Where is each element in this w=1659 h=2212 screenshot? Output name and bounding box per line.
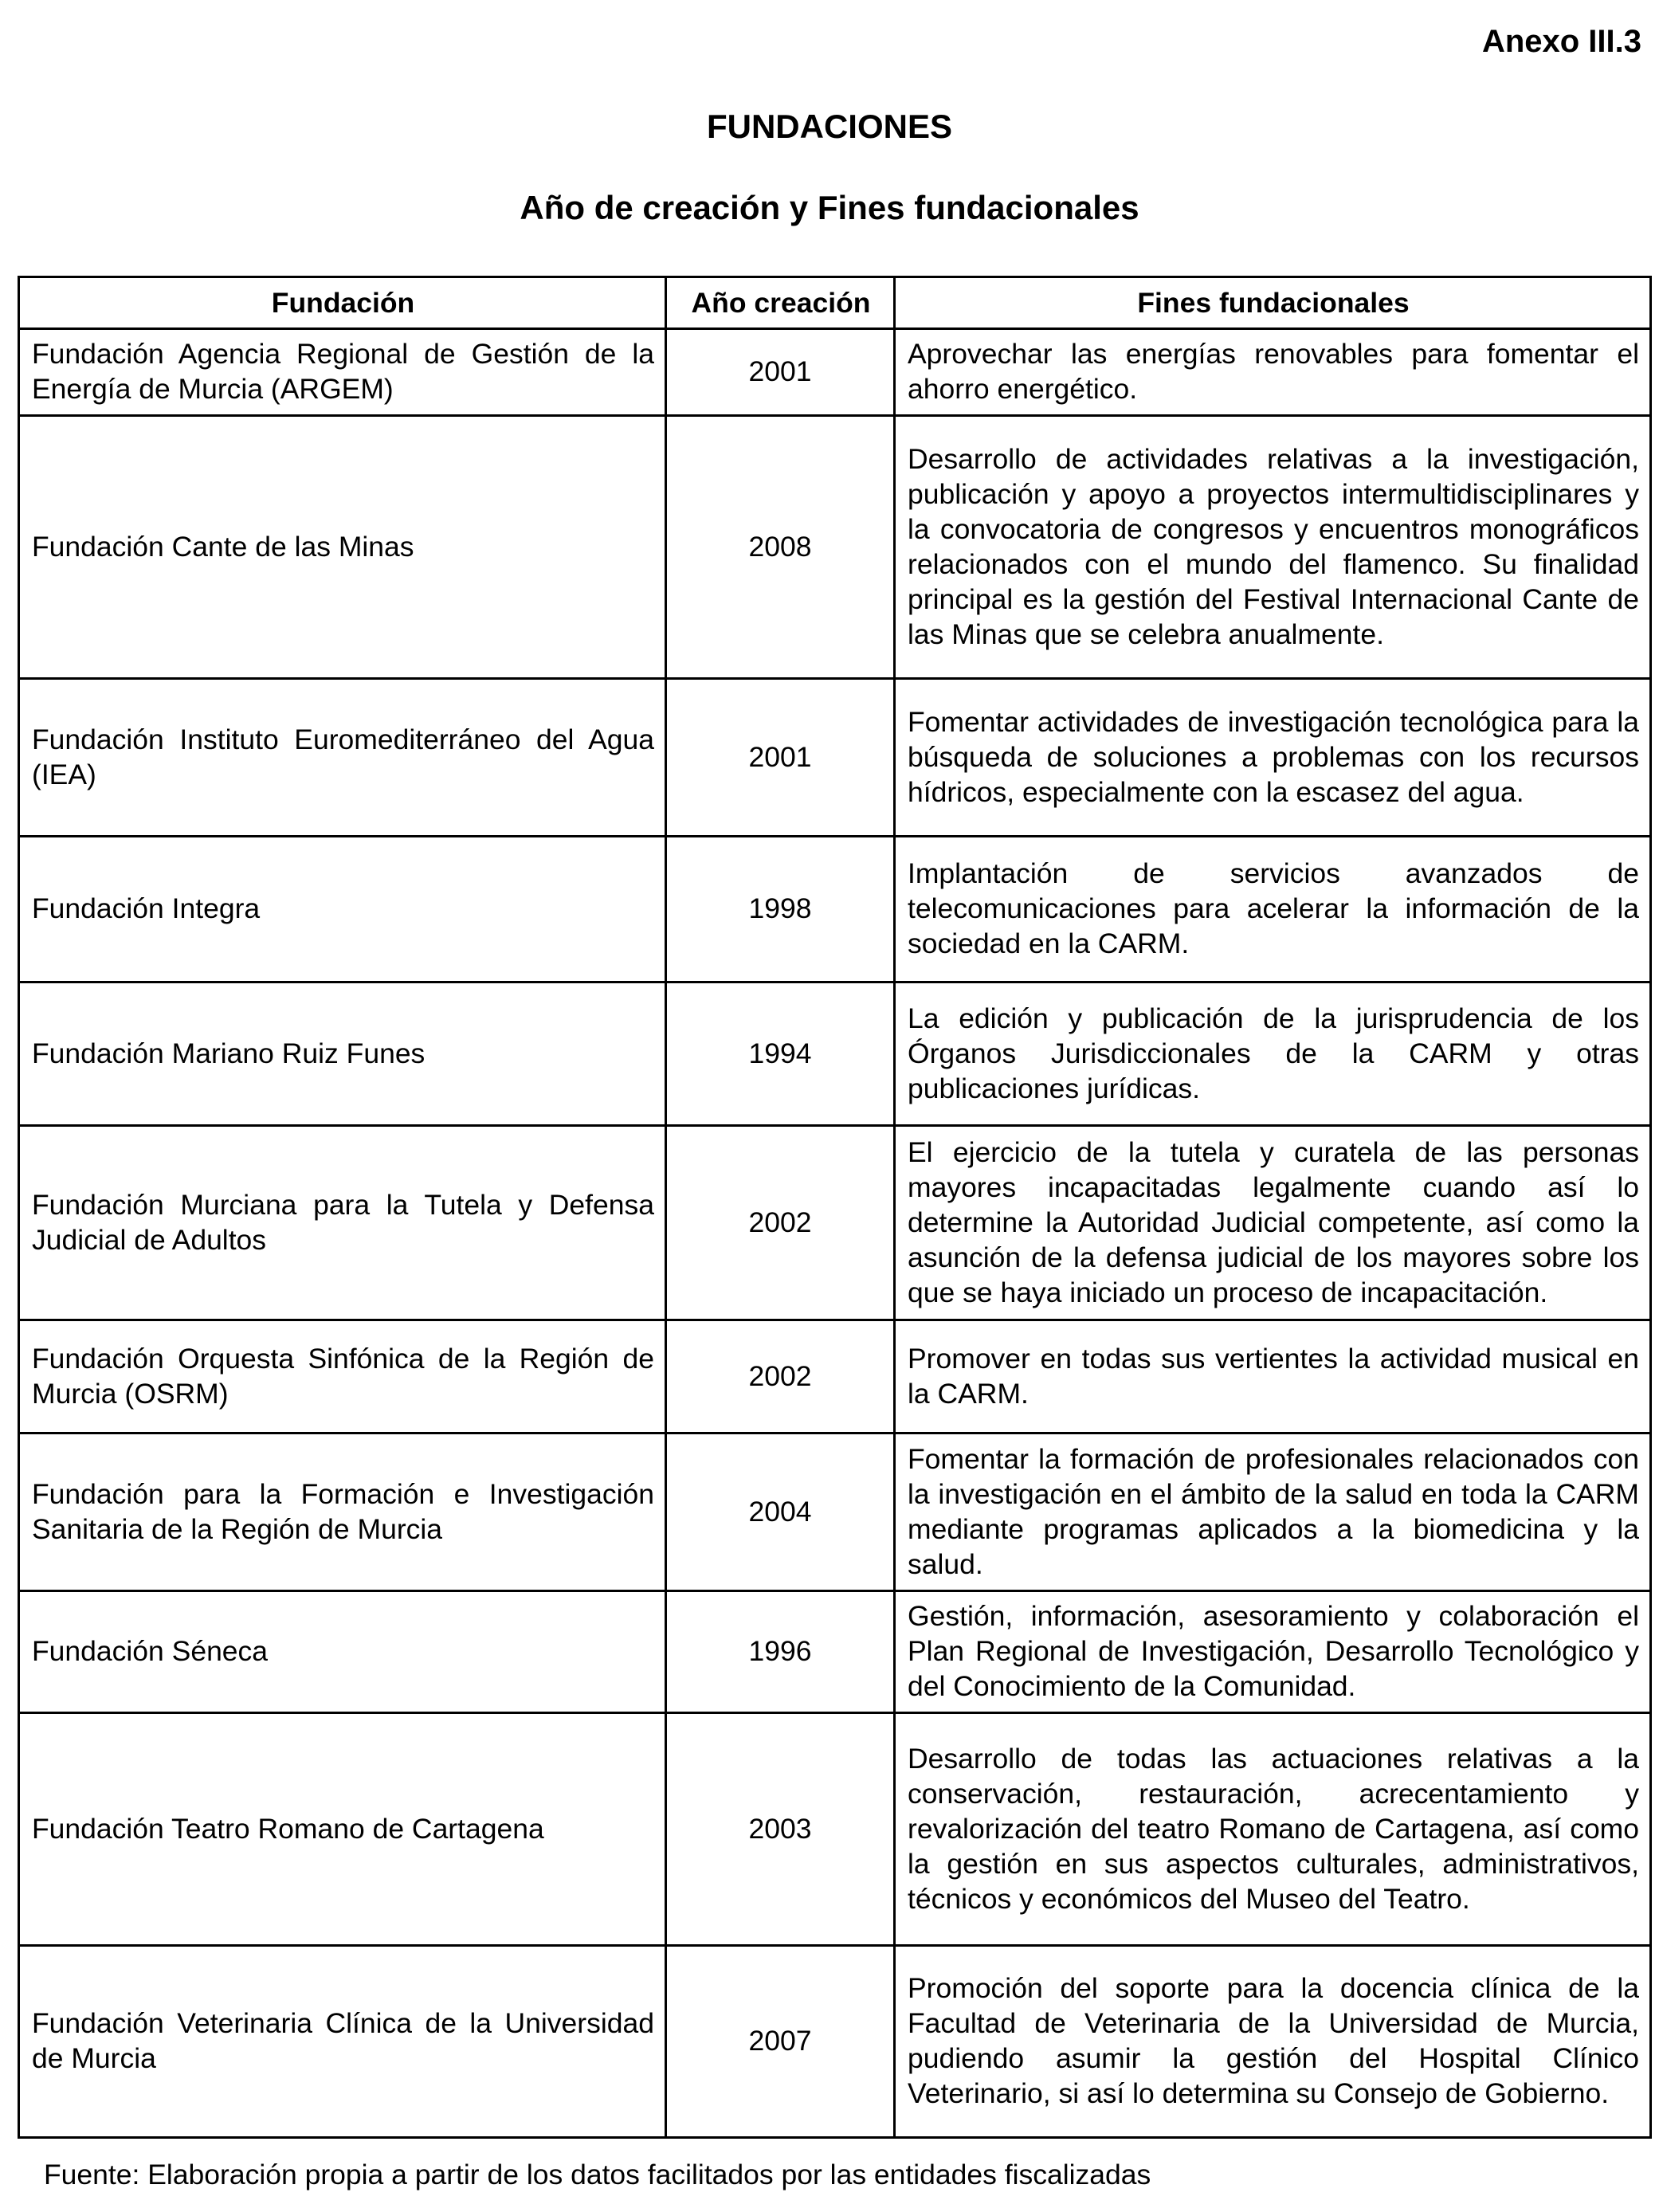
table-row <box>19 1713 1651 1946</box>
foundation-purpose: El ejercicio de la tutela y curatela de las personas mayores incapacitadas legalmente cuando así lo determine la Autoridad Judicial competente, así como la asunción de la defensa judicial de los mayores sobre los que se haya iniciado un proceso de incapacitación. <box>895 1126 1651 1320</box>
creation-year: 2008 <box>666 416 895 679</box>
table-header-row <box>19 277 1651 329</box>
table-row <box>19 679 1651 837</box>
header-purposes: Fines fundacionales <box>895 277 1651 329</box>
foundation-name: Fundación Teatro Romano de Cartagena <box>19 1713 666 1946</box>
page-title: FUNDACIONES <box>706 108 952 145</box>
page-subtitle: Año de creación y Fines fundacionales <box>520 189 1139 226</box>
foundation-purpose: Desarrollo de todas las actuaciones relativas a la conservación, restauración, acrecentamiento y revalorización del teatro Romano de Cartagena, así como la gestión en sus aspectos culturales, administrativos, técnicos y económicos del Museo del Teatro. <box>895 1713 1651 1946</box>
creation-year: 2002 <box>666 1320 895 1433</box>
foundation-name: Fundación Orquesta Sinfónica de la Región de Murcia (OSRM) <box>19 1320 666 1433</box>
foundation-name: Fundación para la Formación e Investigación Sanitaria de la Región de Murcia <box>19 1433 666 1591</box>
foundation-purpose: Fomentar actividades de investigación tecnológica para la búsqueda de soluciones a problemas con los recursos hídricos, especialmente con la escasez del agua. <box>895 679 1651 837</box>
foundation-name: Fundación Mariano Ruiz Funes <box>19 982 666 1126</box>
annex-label: Anexo III.3 <box>1481 24 1641 59</box>
table-row <box>19 1946 1651 2138</box>
creation-year: 2007 <box>666 1946 895 2138</box>
foundation-name: Fundación Cante de las Minas <box>19 416 666 679</box>
foundation-name: Fundación Veterinaria Clínica de la Universidad de Murcia <box>19 1946 666 2138</box>
foundation-purpose: Gestión, información, asesoramiento y colaboración el Plan Regional de Investigación, Desarrollo Tecnológico y del Conocimiento de la Comunidad. <box>895 1591 1651 1713</box>
foundation-purpose: Desarrollo de actividades relativas a la investigación, publicación y apoyo a proyectos intermultidisciplinares y la convocatoria de congresos y encuentros monográficos relacionados con el mundo del flamenco. Su finalidad principal es la gestión del Festival Internacional Cante de las Minas que se celebra anualmente. <box>895 416 1651 679</box>
creation-year: 1998 <box>666 837 895 982</box>
table-row <box>19 982 1651 1126</box>
table-row <box>19 837 1651 982</box>
foundation-name: Fundación Instituto Euromediterráneo del Agua (IEA) <box>19 679 666 837</box>
table-row <box>19 1591 1651 1713</box>
creation-year: 2004 <box>666 1433 895 1591</box>
creation-year: 1994 <box>666 982 895 1126</box>
foundation-name: Fundación Séneca <box>19 1591 666 1713</box>
foundation-name: Fundación Murciana para la Tutela y Defensa Judicial de Adultos <box>19 1126 666 1320</box>
foundation-name: Fundación Agencia Regional de Gestión de la Energía de Murcia (ARGEM) <box>19 329 666 416</box>
foundation-purpose: Fomentar la formación de profesionales relacionados con la investigación en el ámbito de la salud en toda la CARM mediante programas aplicados a la biomedicina y la salud. <box>895 1433 1651 1591</box>
header-foundation: Fundación <box>19 277 666 329</box>
creation-year: 2002 <box>666 1126 895 1320</box>
table-row <box>19 1126 1651 1320</box>
creation-year: 2003 <box>666 1713 895 1946</box>
foundation-purpose: Promoción del soporte para la docencia clínica de la Facultad de Veterinaria de la Universidad de Murcia, pudiendo asumir la gestión del Hospital Clínico Veterinario, si así lo determina su Consejo de Gobierno. <box>895 1946 1651 2138</box>
foundations-table <box>18 276 1652 2139</box>
foundation-name: Fundación Integra <box>19 837 666 982</box>
foundation-purpose: La edición y publicación de la jurisprudencia de los Órganos Jurisdiccionales de la CARM y otras publicaciones jurídicas. <box>895 982 1651 1126</box>
header-year: Año creación <box>666 277 895 329</box>
foundation-purpose: Aprovechar las energías renovables para fomentar el ahorro energético. <box>895 329 1651 416</box>
foundation-purpose: Promover en todas sus vertientes la actividad musical en la CARM. <box>895 1320 1651 1433</box>
creation-year: 2001 <box>666 329 895 416</box>
table-row <box>19 416 1651 679</box>
table-row <box>19 1320 1651 1433</box>
creation-year: 2001 <box>666 679 895 837</box>
creation-year: 1996 <box>666 1591 895 1713</box>
table-row <box>19 329 1651 416</box>
table-row <box>19 1433 1651 1591</box>
foundation-purpose: Implantación de servicios avanzados de telecomunicaciones para acelerar la información de la sociedad en la CARM. <box>895 837 1651 982</box>
source-note: Fuente: Elaboración propia a partir de los datos facilitados por las entidades fiscalizadas <box>44 2159 1151 2190</box>
